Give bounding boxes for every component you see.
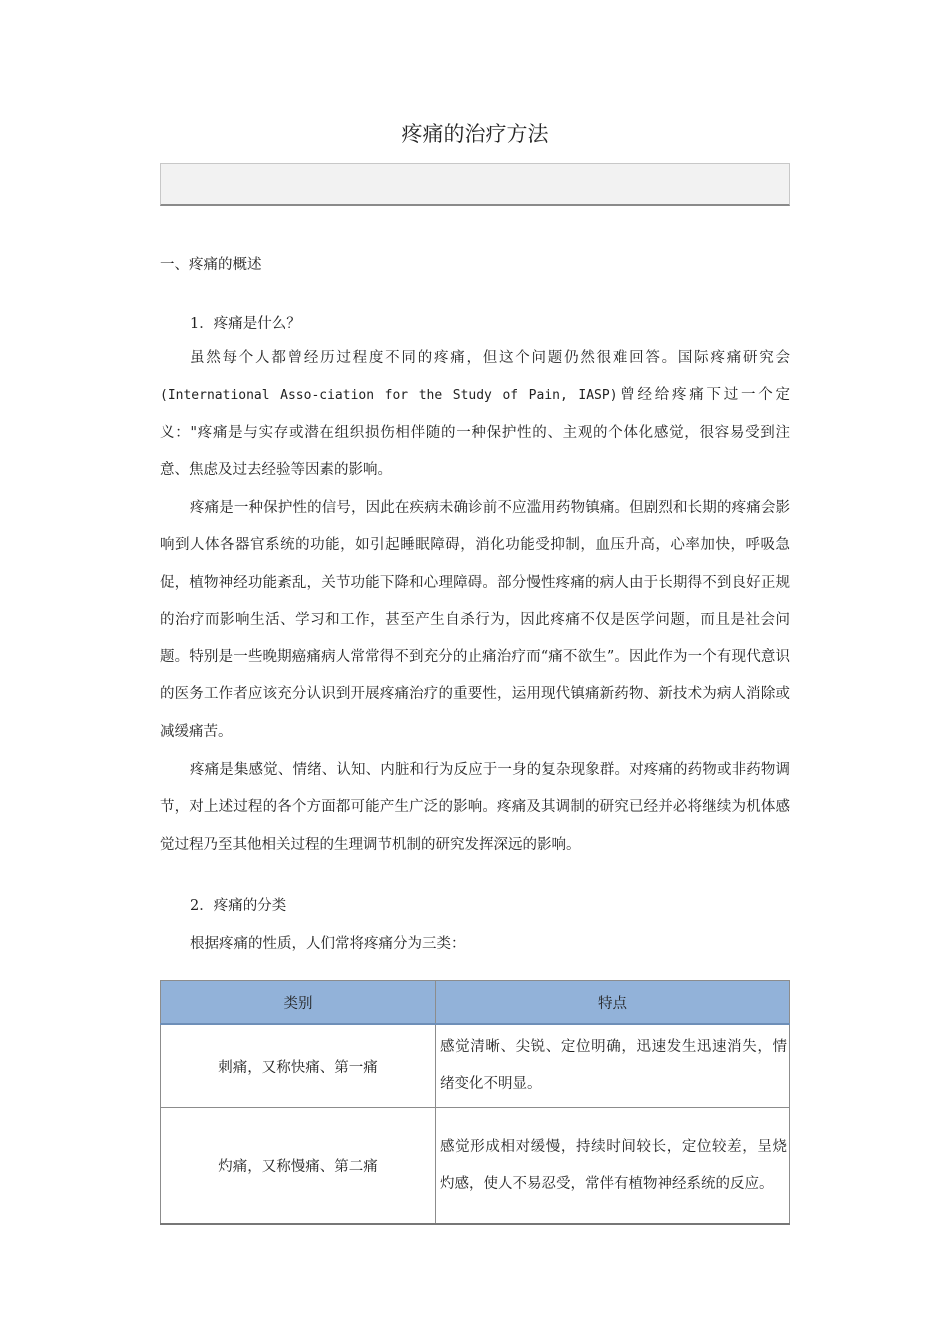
classification-intro: 根据疼痛的性质，人们常将疼痛分为三类： bbox=[190, 936, 466, 952]
table-header-row bbox=[161, 981, 790, 1025]
category-cell: 灼痛，又称慢痛、第二痛 bbox=[161, 1108, 436, 1225]
definition-text-a: 虽然每个人都曾经历过程度不同的疼痛，但这个问题仍然很难回答。国际疼痛研究会 bbox=[190, 350, 790, 366]
subheading-classification: 2．疼痛的分类 bbox=[190, 898, 287, 914]
table-row bbox=[161, 1108, 790, 1225]
header-category: 类别 bbox=[161, 981, 436, 1025]
iasp-name: (International Asso-ciation for the Study of Pain, IASP) bbox=[160, 388, 618, 404]
pain-classification-table bbox=[160, 980, 790, 1225]
table-row bbox=[161, 1024, 790, 1108]
feature-cell: 感觉形成相对缓慢，持续时间较长，定位较差，呈烧灼感，使人不易忍受，常伴有植物神经系统的反应。 bbox=[436, 1108, 790, 1225]
document-title: 疼痛的治疗方法 bbox=[401, 122, 549, 146]
paragraph-complex-phenomenon: 疼痛是集感觉、情绪、认知、内脏和行为反应于一身的复杂现象群。对疼痛的药物或非药物调节，对上述过程的各个方面都可能产生广泛的影响。疼痛及其调制的研究已经并必将继续为机体感觉过程乃至其他相关过程的生理调节机制的研究发挥深远的影响。 bbox=[160, 762, 790, 853]
definition-text-b: 曾经给疼痛下过一个定义："疼痛是与实存或潜在组织损伤相伴随的一种保护性的、主观的个体化感觉，很容易受到注意、焦虑及过去经验等因素的影响。 bbox=[160, 387, 791, 478]
title-banner bbox=[160, 163, 790, 206]
category-cell: 刺痛，又称快痛、第一痛 bbox=[161, 1024, 436, 1108]
section-heading-overview: 一、疼痛的概述 bbox=[160, 257, 262, 273]
paragraph-definition bbox=[160, 340, 790, 489]
header-feature: 特点 bbox=[436, 981, 790, 1025]
paragraph-protective-signal: 疼痛是一种保护性的信号，因此在疾病未确诊前不应滥用药物镇痛。但剧烈和长期的疼痛会影响到人体各器官系统的功能，如引起睡眠障碍，消化功能受抑制，血压升高，心率加快，呼吸急促，植物神经功能紊乱，关节功能下降和心理障碍。部分慢性疼痛的病人由于长期得不到良好正规的治疗而影响生活、学习和工作，甚至产生自杀行为，因此疼痛不仅是医学问题，而且是社会问题。特别是一些晚期癌痛病人常常得不到充分的止痛治疗而“痛不欲生”。因此作为一个有现代意识的医务工作者应该充分认识到开展疼痛治疗的重要性，运用现代镇痛新药物、新技术为病人消除或减缓痛苦。 bbox=[160, 500, 790, 740]
subheading-what-is-pain: 1．疼痛是什么？ bbox=[190, 316, 301, 332]
feature-cell: 感觉清晰、尖锐、定位明确，迅速发生迅速消失，情绪变化不明显。 bbox=[436, 1024, 790, 1108]
